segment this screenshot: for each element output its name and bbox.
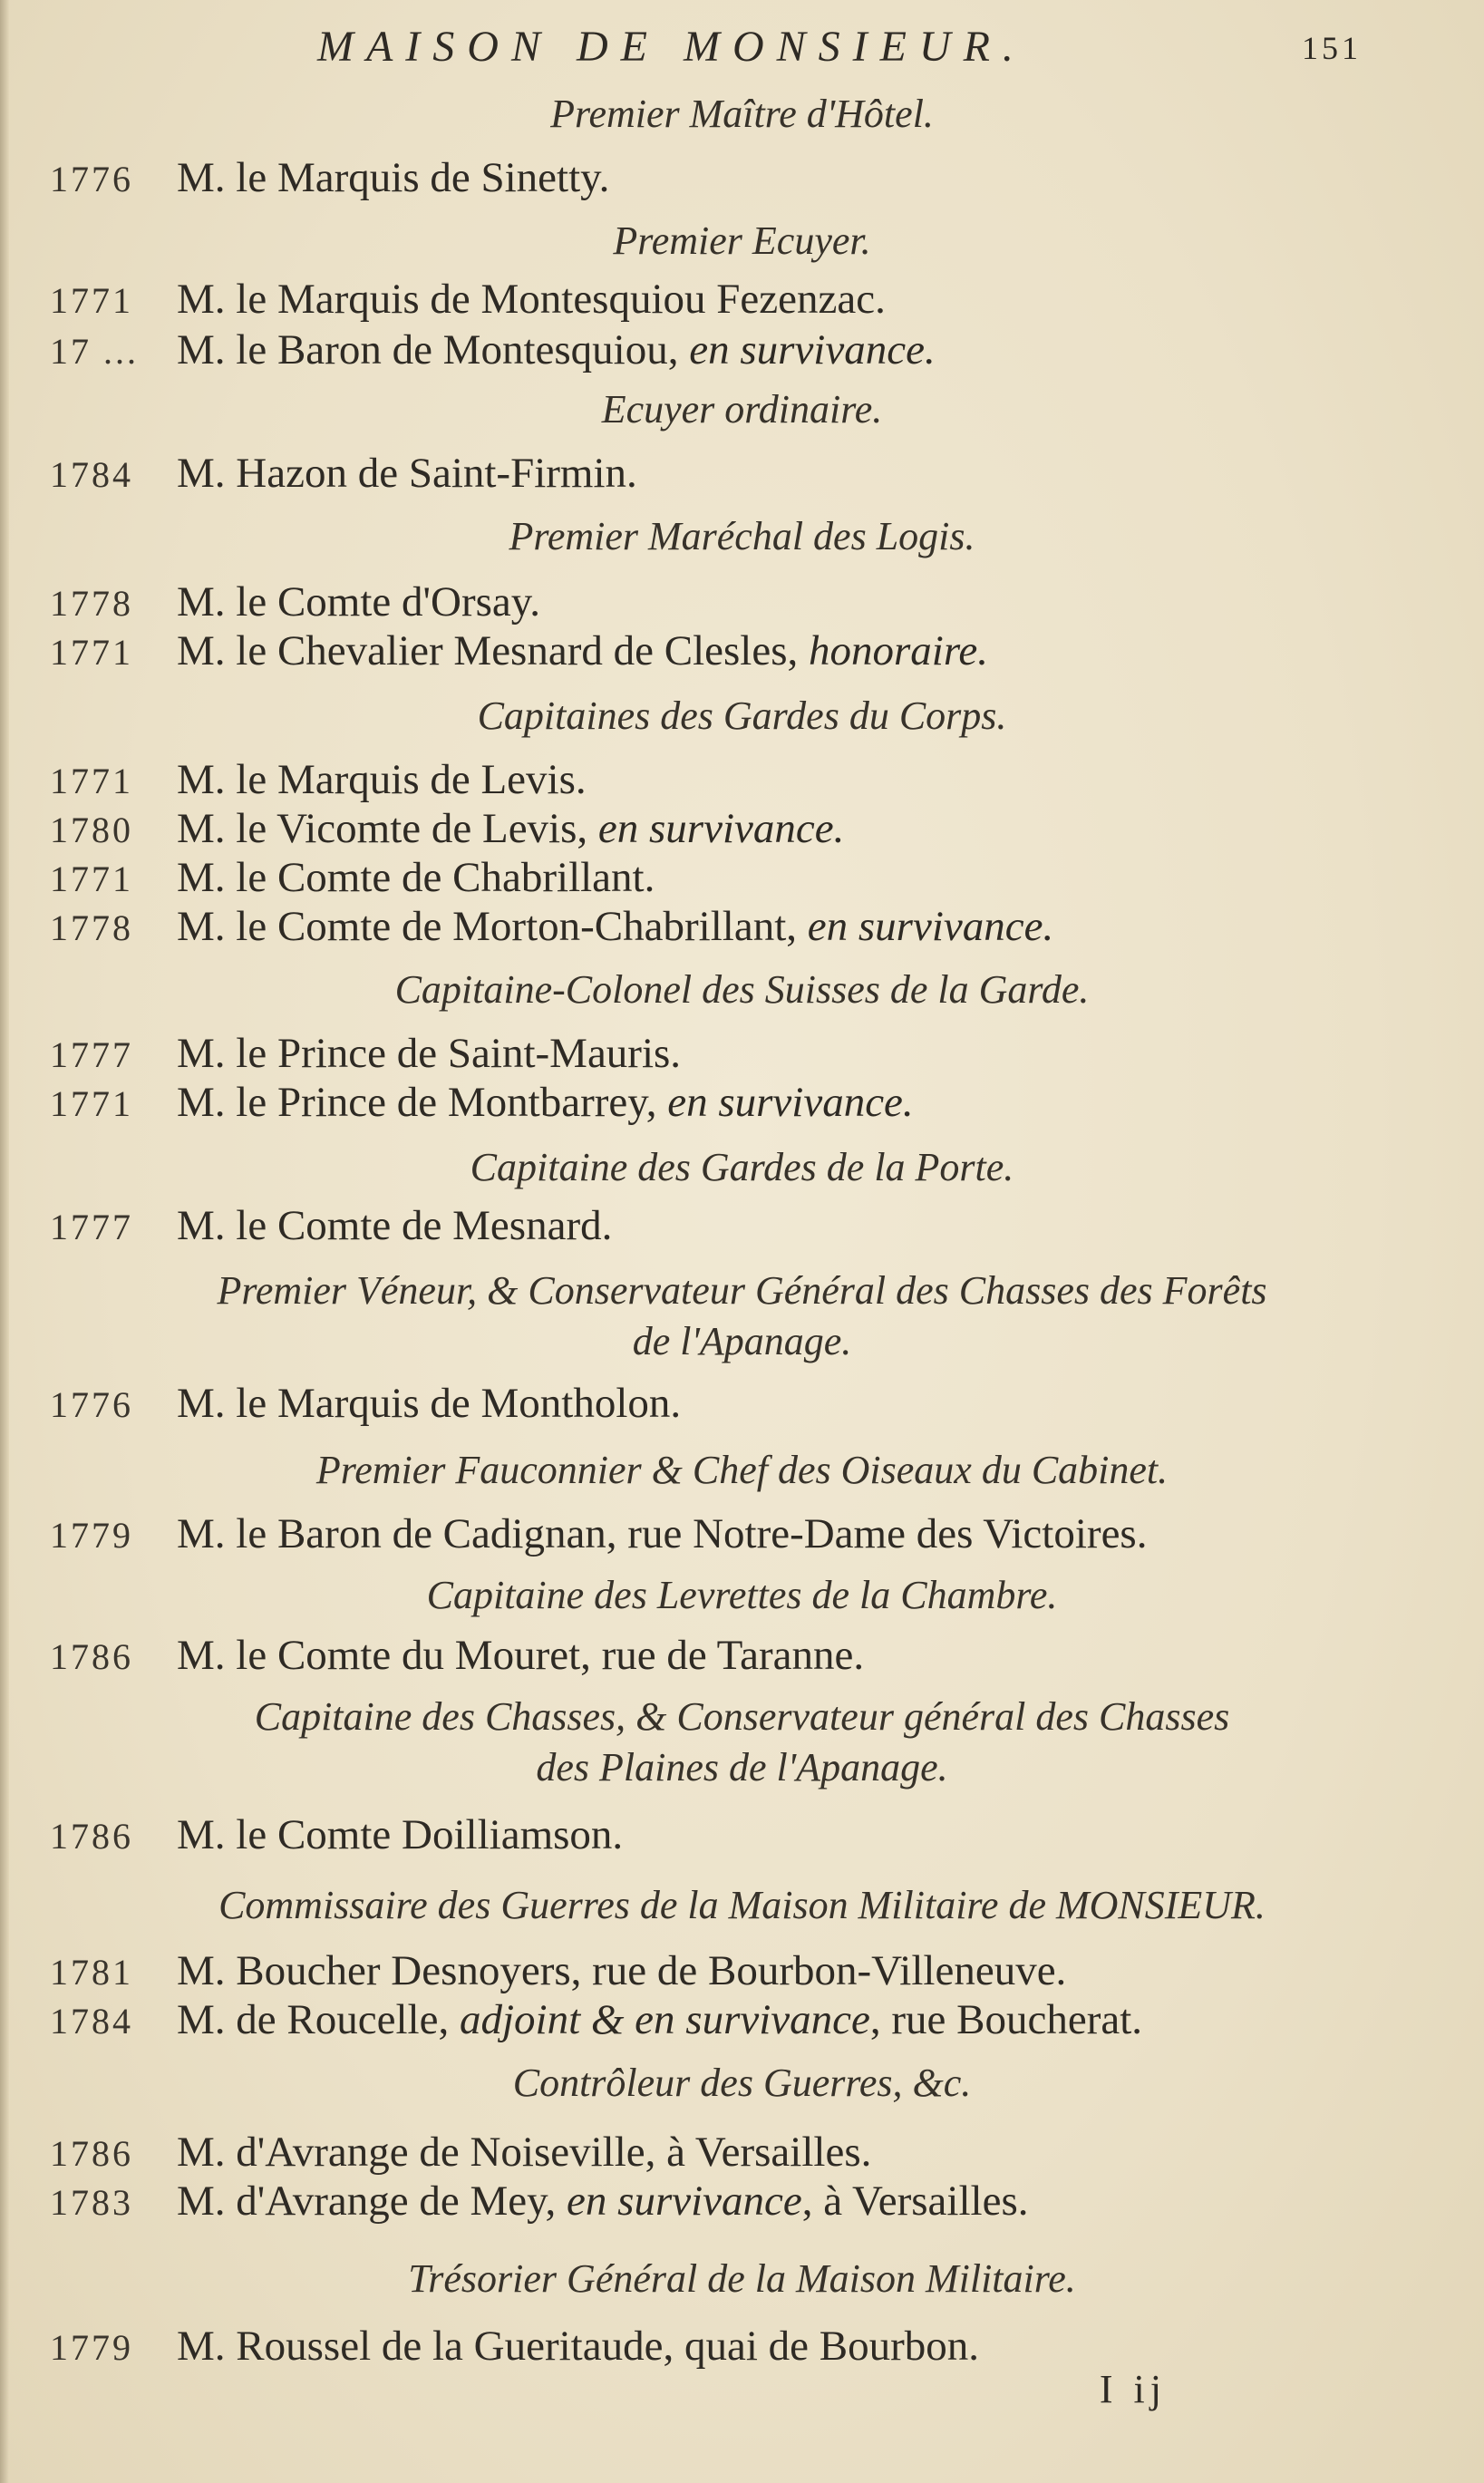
entry-note: honoraire. <box>809 627 989 674</box>
entry-name: M. le Comte Doilliamson. <box>177 1811 624 1858</box>
entry-address: , à Versailles. <box>801 2177 1029 2225</box>
entry-name: M. d'Avrange de Mey, <box>177 2177 567 2225</box>
entry-year: 1776 <box>50 1384 133 1425</box>
entry-year: 1778 <box>50 907 133 948</box>
section-heading: Premier Maître d'Hôtel. <box>550 92 934 136</box>
entry-name: M. le Prince de Montbarrey, <box>177 1079 668 1126</box>
entry-note: en survivance. <box>807 903 1054 950</box>
entry-note: en survivance <box>567 2177 802 2225</box>
entry-name: M. Boucher Desnoyers, rue de Bourbon-Villeneuve. <box>177 1947 1067 1994</box>
page-gutter <box>0 0 9 2483</box>
entry-line <box>50 1508 1147 1561</box>
entry-address: , rue Boucherat. <box>869 1996 1143 2043</box>
entry-year: 1777 <box>50 1034 133 1075</box>
entry-line <box>50 325 936 377</box>
section-heading: Premier Ecuyer. <box>613 218 871 263</box>
entry-line <box>50 448 637 500</box>
entry-line <box>50 852 655 905</box>
entry-name: M. le Comte de Morton-Chabrillant, <box>177 903 808 950</box>
entry-name: M. le Chevalier Mesnard de Clesles, <box>177 627 809 674</box>
entry-year: 1784 <box>50 454 133 495</box>
section-heading: Commissaire des Guerres de la Maison Militaire de MONSIEUR. <box>218 1883 1266 1927</box>
entry-year: 1771 <box>50 1083 133 1124</box>
section-heading: Capitaine des Levrettes de la Chambre. <box>426 1573 1058 1617</box>
entry-line <box>50 1200 612 1253</box>
entry-year: 1776 <box>50 159 133 199</box>
entry-year: 1783 <box>50 2182 133 2223</box>
section-heading: Capitaine des Gardes de la Porte. <box>470 1145 1014 1189</box>
entry-line <box>50 626 988 678</box>
entry-line <box>50 754 587 807</box>
entry-year: 1771 <box>50 761 133 801</box>
entry-name: M. le Prince de Saint-Mauris. <box>177 1030 682 1077</box>
entry-line <box>50 1945 1066 1998</box>
entry-name: M. le Marquis de Montesquiou Fezenzac. <box>177 276 886 323</box>
section-heading: Capitaine des Chasses, & Conservateur général des Chasses <box>254 1694 1230 1739</box>
entry-note: en survivance. <box>667 1079 914 1126</box>
section-heading: Ecuyer ordinaire. <box>601 387 883 432</box>
entry-name: M. le Marquis de Montholon. <box>177 1380 682 1427</box>
entry-line <box>50 577 540 629</box>
entry-year: 1779 <box>50 2327 133 2368</box>
section-heading: Trésorier Général de la Maison Militaire. <box>408 2256 1076 2301</box>
entry-name: M. le Marquis de Levis. <box>177 756 587 803</box>
section-heading-continuation: de l'Apanage. <box>632 1319 852 1363</box>
entry-line <box>50 1630 864 1683</box>
entry-line <box>50 901 1053 954</box>
entry-line <box>50 1378 681 1431</box>
entry-name: M. le Marquis de Sinetty. <box>177 154 610 201</box>
entry-year: 1779 <box>50 1515 133 1556</box>
entry-line <box>50 2127 871 2179</box>
entry-name: M. d'Avrange de Noiseville, à Versailles. <box>177 2129 872 2176</box>
entry-year: 1781 <box>50 1952 133 1993</box>
entry-name: M. le Comte de Chabrillant. <box>177 854 655 901</box>
section-heading: Capitaines des Gardes du Corps. <box>477 693 1007 738</box>
entry-year: 1784 <box>50 2001 133 2042</box>
entry-name: M. le Baron de Cadignan, rue Notre-Dame des Victoires. <box>177 1510 1148 1557</box>
entry-year: 1786 <box>50 1816 133 1857</box>
entry-name: M. le Baron de Montesquiou, <box>177 326 690 373</box>
entry-note: en survivance. <box>689 326 936 373</box>
entry-year: 1771 <box>50 280 133 321</box>
entry-name: M. Hazon de Saint-Firmin. <box>177 450 637 497</box>
entry-year: 1786 <box>50 2133 133 2174</box>
entry-line <box>50 2321 979 2373</box>
section-heading: Premier Fauconnier & Chef des Oiseaux du Cabinet. <box>315 1448 1169 1492</box>
entry-line <box>50 1077 914 1130</box>
entry-name: M. le Comte de Mesnard. <box>177 1202 613 1249</box>
entry-year: 1771 <box>50 858 133 899</box>
entry-name: M. Roussel de la Gueritaude, quai de Bourbon. <box>177 2323 979 2370</box>
running-head <box>0 22 1484 76</box>
entry-year: 17 ... <box>50 331 139 372</box>
entry-line <box>50 2176 1028 2228</box>
entry-note: en survivance. <box>597 805 845 852</box>
entry-line <box>50 1809 623 1862</box>
entry-line <box>50 1994 1142 2047</box>
entry-line <box>50 274 886 326</box>
entry-year: 1771 <box>50 632 133 673</box>
signature-mark: I ij <box>1099 2367 1167 2411</box>
entry-note: adjoint & en survivance <box>459 1996 870 2043</box>
entry-year: 1780 <box>50 810 133 850</box>
entry-name: M. le Comte d'Orsay. <box>177 578 540 626</box>
section-heading: Premier Maréchal des Logis. <box>509 514 975 558</box>
section-heading: Premier Véneur, & Conservateur Général des Chasses des Forêts <box>217 1268 1267 1313</box>
section-heading: Capitaine-Colonel des Suisses de la Garde. <box>394 967 1090 1012</box>
entry-line <box>50 152 609 205</box>
entry-line <box>50 1028 681 1081</box>
entry-year: 1778 <box>50 583 133 624</box>
entry-year: 1777 <box>50 1207 133 1247</box>
entry-name: M. le Comte du Mouret, rue de Taranne. <box>177 1632 865 1679</box>
section-heading-continuation: des Plaines de l'Apanage. <box>536 1745 948 1790</box>
page-number: 151 <box>1302 30 1362 66</box>
running-title: MAISON DE MONSIEUR. <box>317 23 1026 71</box>
entry-line <box>50 803 844 856</box>
entry-name: M. de Roucelle, <box>177 1996 460 2043</box>
entry-name: M. le Vicomte de Levis, <box>177 805 598 852</box>
section-heading: Contrôleur des Guerres, &c. <box>512 2061 972 2105</box>
entry-year: 1786 <box>50 1636 133 1677</box>
